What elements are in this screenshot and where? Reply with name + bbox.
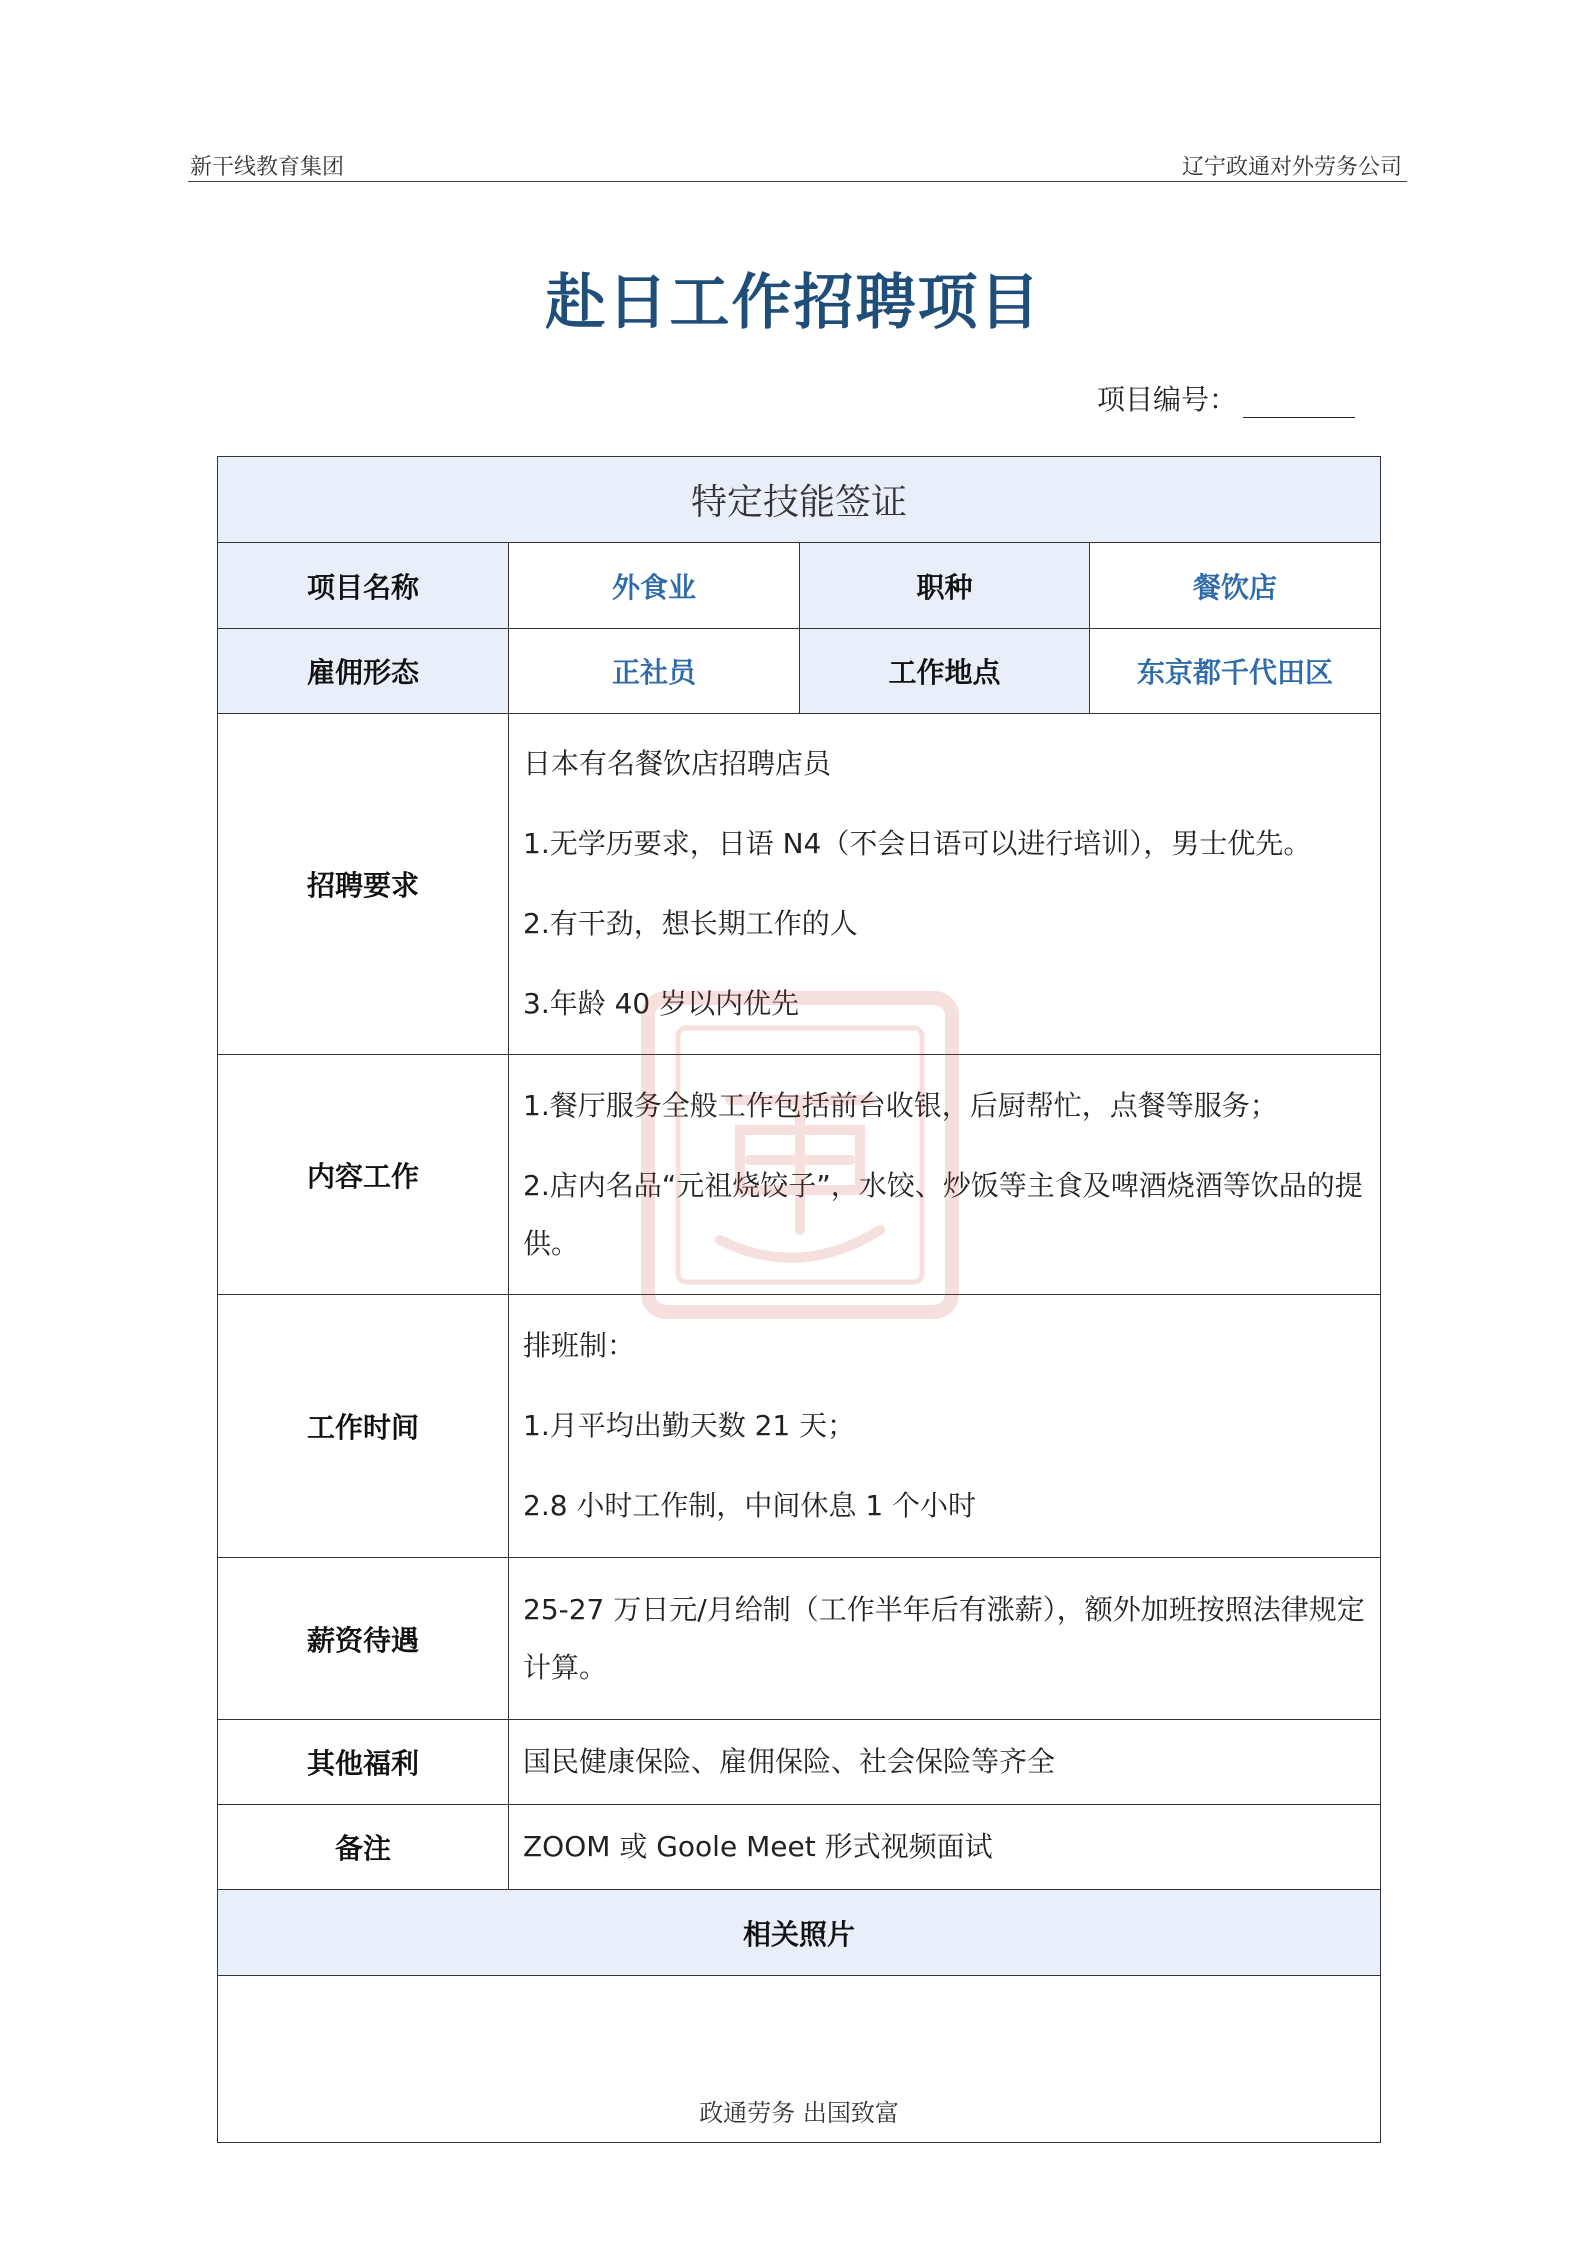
hours-line: 1.月平均出勤天数 21 天；	[523, 1409, 856, 1442]
content-line: 1.餐厅服务全般工作包括前台收银，后厨帮忙，点餐等服务；	[523, 1088, 1278, 1122]
hours-line: 2.8 小时工作制，中间休息 1 个小时	[523, 1489, 977, 1522]
work-location-value: 东京都千代田区	[1090, 629, 1381, 714]
label-job-content: 内容工作	[218, 1055, 509, 1295]
label-project-name: 项目名称	[218, 543, 509, 629]
remarks-text: ZOOM 或 Goole Meet 形式视频面试	[523, 1830, 993, 1863]
salary-text: 25-27 万日元/月给制（工作半年后有涨薪），额外加班按照法律规定计算。	[523, 1592, 1365, 1684]
footer-slogan: 政通劳务 出国致富	[699, 2099, 899, 2127]
requirements-text	[509, 714, 1381, 1055]
label-work-location: 工作地点	[800, 629, 1090, 714]
job-content-text	[509, 1055, 1381, 1295]
label-job-type: 职种	[800, 543, 1090, 629]
hours-line: 排班制：	[523, 1329, 636, 1362]
job-type-value: 餐饮店	[1090, 543, 1381, 629]
requirements-line: 日本有名餐饮店招聘店员	[523, 747, 832, 780]
photos-area	[218, 1976, 1381, 2143]
visa-type: 特定技能签证	[218, 457, 1381, 543]
project-number	[1097, 378, 1355, 418]
project-number-label: 项目编号：	[1096, 383, 1237, 416]
working-hours-text	[509, 1295, 1381, 1558]
header-divider	[188, 181, 1407, 182]
project-number-blank	[1243, 387, 1355, 418]
recruitment-table	[217, 456, 1381, 2143]
label-requirements: 招聘要求	[218, 714, 509, 1055]
content-line: 2.店内名品“元祖烧饺子”，水饺、炒饭等主食及啤酒烧酒等饮品的提供。	[523, 1168, 1363, 1260]
requirements-line: 3.年龄 40 岁以内优先	[523, 987, 800, 1020]
page-title: 赴日工作招聘项目	[545, 268, 1042, 338]
label-working-hours: 工作时间	[218, 1295, 509, 1558]
header-company-right: 辽宁政通对外劳务公司	[1181, 155, 1402, 180]
label-benefits: 其他福利	[218, 1720, 509, 1805]
label-employment-type: 雇佣形态	[218, 629, 509, 714]
employment-type-value: 正社员	[509, 629, 800, 714]
label-related-photos: 相关照片	[218, 1890, 1381, 1976]
label-remarks: 备注	[218, 1805, 509, 1890]
requirements-line: 2.有干劲，想长期工作的人	[523, 907, 858, 940]
requirements-line: 1.无学历要求，日语 N4（不会日语可以进行培训），男士优先。	[523, 827, 1312, 860]
project-name-value: 外食业	[509, 543, 800, 629]
benefits-text: 国民健康保险、雇佣保险、社会保险等齐全	[523, 1745, 1056, 1778]
label-salary: 薪资待遇	[218, 1558, 509, 1720]
header-company-left: 新干线教育集团	[190, 155, 345, 180]
